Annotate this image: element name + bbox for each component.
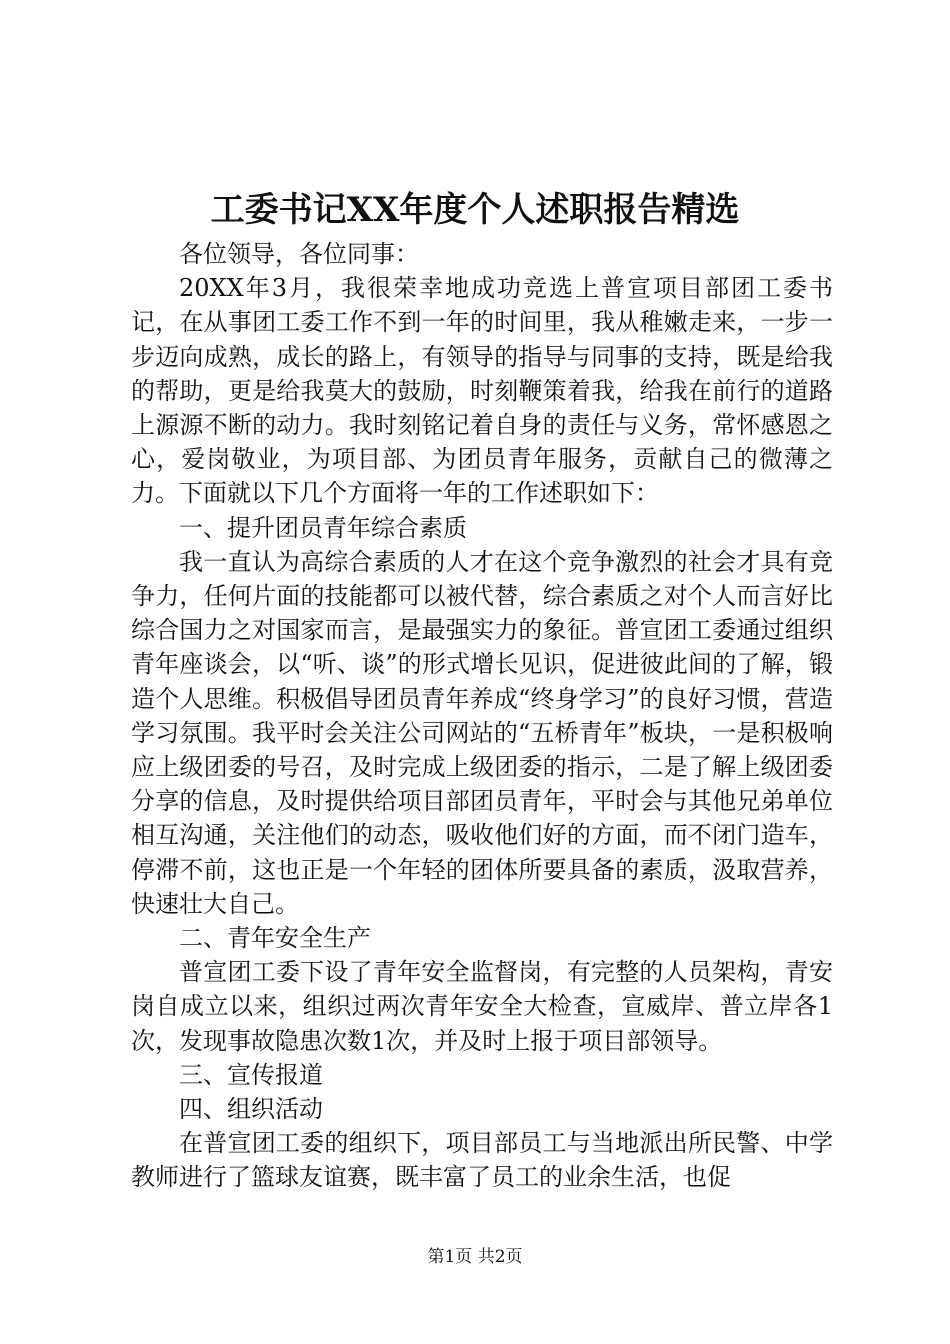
intro-paragraph: 20XX年3月，我很荣幸地成功竞选上普宣项目部团工委书记，在从事团工委工作不到一年的时间里，我从稚嫩走来，一步一步迈向成熟，成长的路上，有领导的指导与同事的支持，既是给我的帮助，更是给我莫大的鼓励，时刻鞭策着我，给我在前行的道路上源源不断的动力。我时刻铭记着自身的责任与义务，常怀感恩之心，爱岗敬业，为项目部、为团员青年服务，贡献自己的微薄之力。下面就以下几个方面将一年的工作述职如下： [131, 274, 833, 508]
salutation: 各位领导，各位同事： [179, 240, 419, 268]
section-heading-3: 三、宣传报道 [179, 1060, 323, 1089]
page-number-footer: 第1页 共2页 [427, 1247, 523, 1267]
section-heading-4: 四、组织活动 [179, 1095, 323, 1124]
section-heading-1: 一、提升团员青年综合素质 [179, 513, 467, 542]
section-4-paragraph: 在普宣团工委的组织下，项目部员工与当地派出所民警、中学教师进行了篮球友谊赛，既丰富了员工的业余生活，也促 [131, 1129, 833, 1192]
section-heading-2: 二、青年安全生产 [179, 924, 371, 953]
section-2-paragraph: 普宣团工委下设了青年安全监督岗，有完整的人员架构，青安岗自成立以来，组织过两次青年安全大检查，宣威岸、普立岸各1次，发现事故隐患次数1次，并及时上报于项目部领导。 [131, 958, 833, 1055]
section-1-paragraph: 我一直认为高综合素质的人才在这个竞争激烈的社会才具有竞争力，任何片面的技能都可以被代替，综合素质之对个人而言好比综合国力之对国家而言，是最强实力的象征。普宣团工委通过组织青年座谈会，以“听、谈”的形式增长见识，促进彼此间的了解，锻造个人思维。积极倡导团员青年养成“终身学习”的良好习惯，营造学习氛围。我平时会关注公司网站的“五桥青年”板块，一是积极响应上级团委的号召，及时完成上级团委的指示，二是了解上级团委分享的信息，及时提供给项目部团员青年，平时会与其他兄弟单位相互沟通，关注他们的动态，吸收他们好的方面，而不闭门造车，停滞不前，这也正是一个年轻的团体所要具备的素质，汲取营养，快速壮大自己。 [131, 547, 833, 918]
document-title: 工委书记XX年度个人述职报告精选 [210, 190, 740, 230]
document-body [131, 237, 833, 1195]
